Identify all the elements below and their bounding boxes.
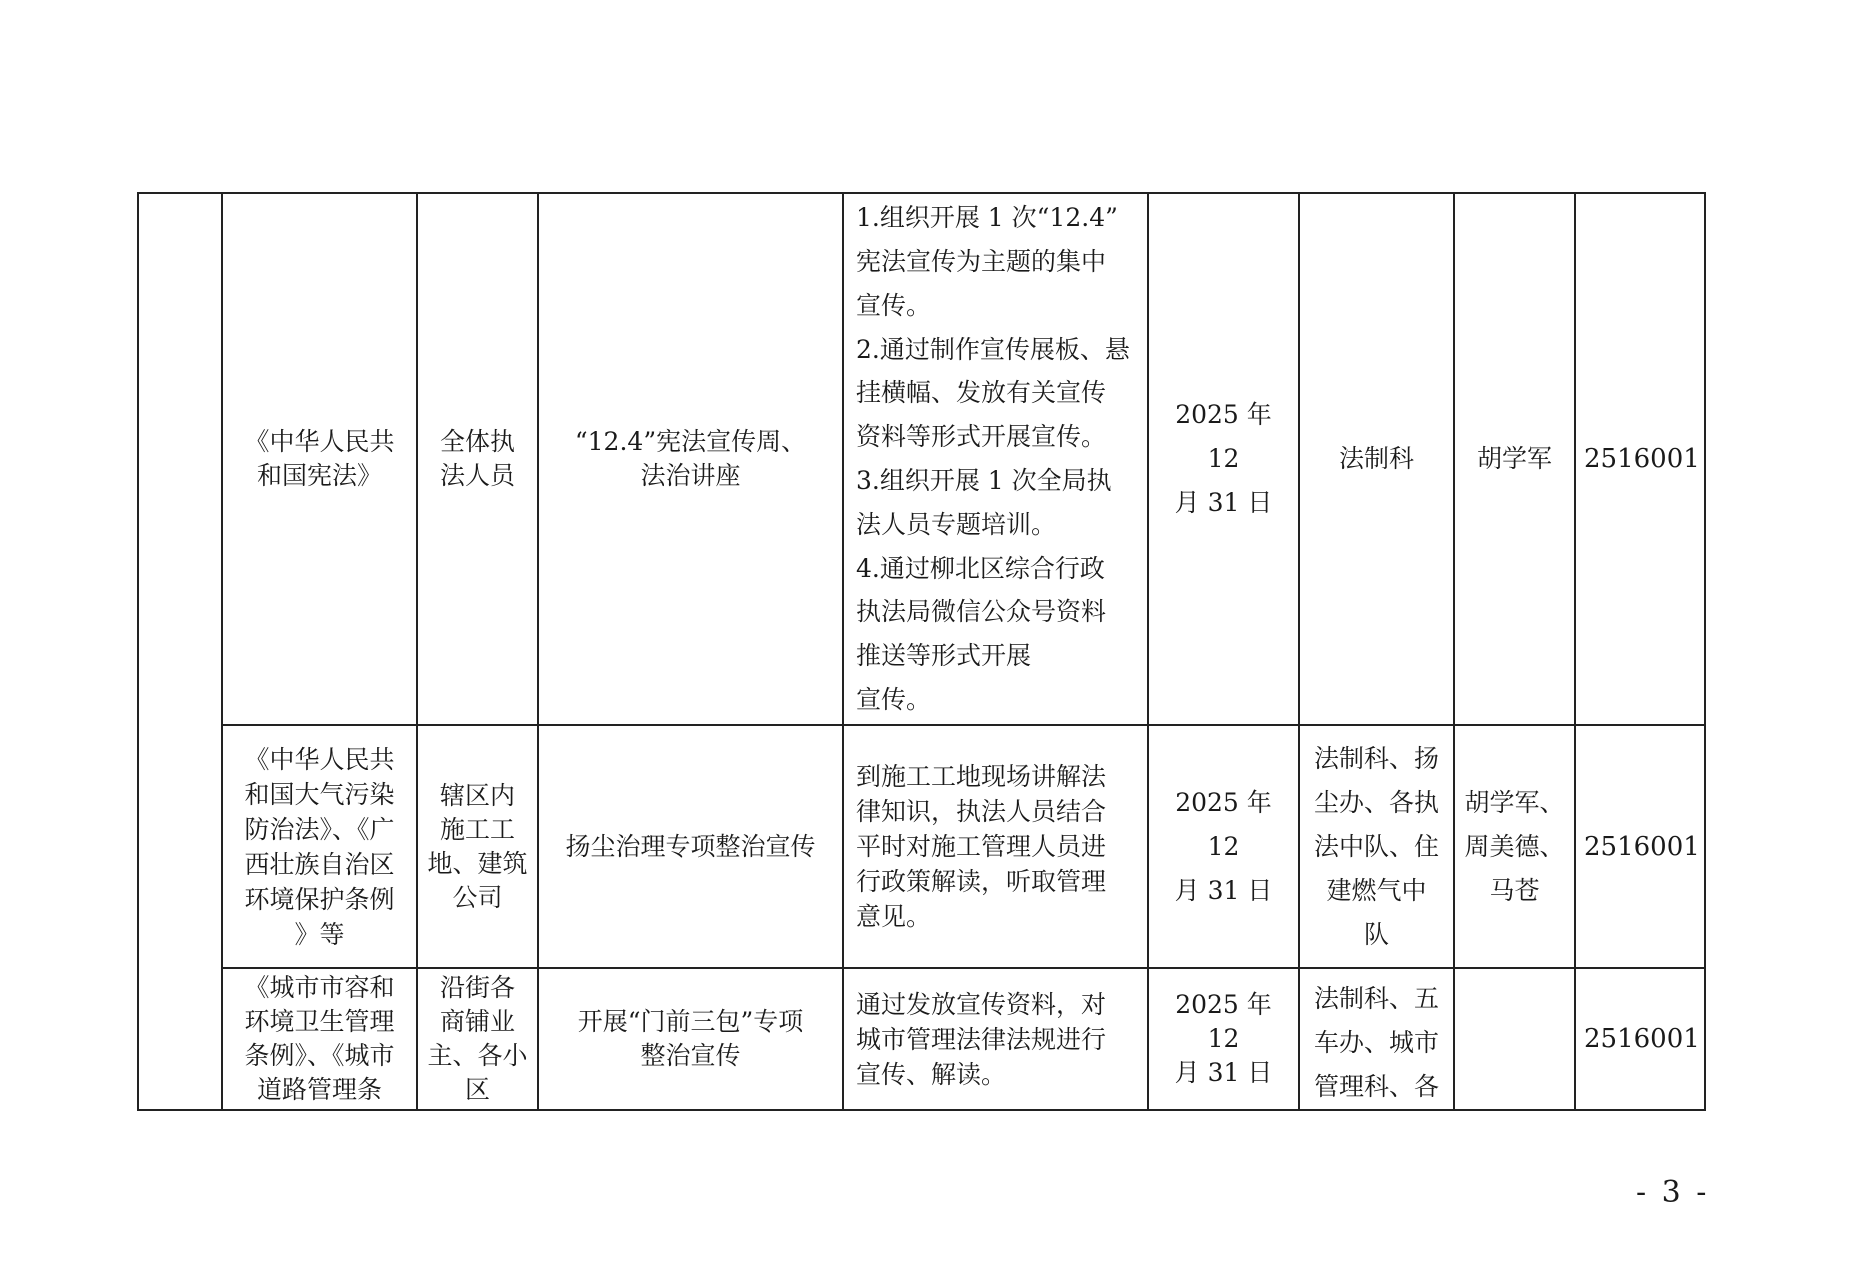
code-cell: 2516001: [1575, 725, 1705, 968]
measures-cell: 通过发放宣传资料，对 城市管理法律法规进行 宣传、解读。: [843, 968, 1148, 1110]
target-audience-cell: 沿街各 商铺业 主、各小 区: [417, 968, 538, 1110]
activity-cell: “12.4”宪法宣传周、 法治讲座: [538, 193, 843, 725]
measures-cell: 到施工工地现场讲解法 律知识，执法人员结合 平时对施工管理人员进 行政策解读，听取管理 意见。: [843, 725, 1148, 968]
activity-cell: 开展“门前三包”专项 整治宣传: [538, 968, 843, 1110]
law-name-cell: 《中华人民共 和国大气污染 防治法》、《广 西壮族自治区 环境保护条例 》等: [222, 725, 417, 968]
department-cell: 法制科、五 车办、城市 管理科、各: [1299, 968, 1454, 1110]
category-cell: [138, 193, 222, 1110]
deadline-cell: 2025 年 12 月 31 日: [1148, 725, 1299, 968]
table-row: [138, 968, 1705, 1110]
code-cell: 2516001: [1575, 968, 1705, 1110]
page-number: - 3 -: [1636, 1175, 1710, 1210]
deadline-cell: 2025 年 12 月 31 日: [1148, 193, 1299, 725]
deadline-cell: 2025 年 12 月 31 日: [1148, 968, 1299, 1110]
measures-cell: 1.组织开展 1 次“12.4” 宪法宣传为主题的集中 宣传。 2.通过制作宣传展板、悬 挂横幅、发放有关宣传 资料等形式开展宣传。 3.组织开展 1 次全局执 法人员专题培训。 4.通过柳北区综合行政 执法局微信公众号资料 推送等形式开展 宣传。: [843, 193, 1148, 725]
department-cell: 法制科、扬 尘办、各执 法中队、住 建燃气中 队: [1299, 725, 1454, 968]
table-row: [138, 193, 1705, 725]
activity-cell: 扬尘治理专项整治宣传: [538, 725, 843, 968]
target-audience-cell: 全体执 法人员: [417, 193, 538, 725]
law-name-cell: 《城市市容和 环境卫生管理 条例》、《城市 道路管理条: [222, 968, 417, 1110]
department-cell: 法制科: [1299, 193, 1454, 725]
responsible-person-cell: 胡学军、 周美德、 马苍: [1454, 725, 1575, 968]
responsible-person-cell: [1454, 968, 1575, 1110]
code-cell: 2516001: [1575, 193, 1705, 725]
target-audience-cell: 辖区内 施工工 地、建筑 公司: [417, 725, 538, 968]
responsible-person-cell: 胡学军: [1454, 193, 1575, 725]
law-name-cell: 《中华人民共 和国宪法》: [222, 193, 417, 725]
table-row: [138, 725, 1705, 968]
law-publicity-table: [137, 192, 1706, 1111]
